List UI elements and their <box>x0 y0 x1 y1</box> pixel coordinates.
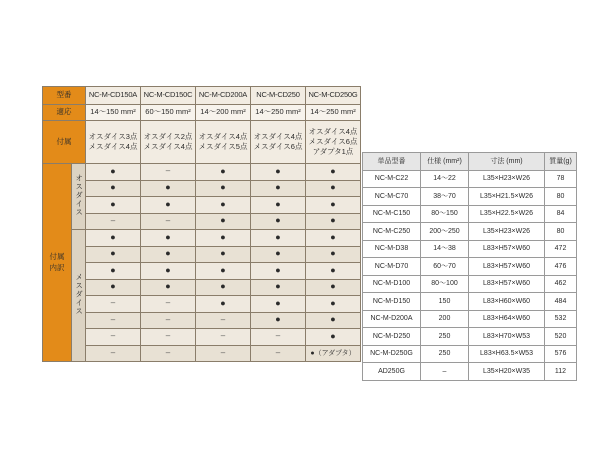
availability-cell: ● <box>86 197 141 214</box>
part-number-cell: NC-M-D200A <box>363 310 421 328</box>
spec-cell: 78 <box>545 170 577 188</box>
availability-cell: ● <box>196 296 251 313</box>
spec-cell: 520 <box>545 328 577 346</box>
availability-cell: ● <box>306 312 361 329</box>
availability-cell: – <box>251 345 306 362</box>
table-row <box>363 310 577 328</box>
spec-cell: 484 <box>545 293 577 311</box>
spec-cell: 250 <box>421 345 469 363</box>
spec-cell: L83×H63.5×W53 <box>469 345 545 363</box>
availability-cell: ● <box>86 263 141 280</box>
availability-cell: ● <box>251 296 306 313</box>
table-row <box>43 213 361 230</box>
availability-cell: ● <box>306 246 361 263</box>
detail-row-label: 付属 内訳 <box>43 164 72 362</box>
availability-cell: – <box>141 164 196 181</box>
availability-cell: ● <box>251 230 306 247</box>
table-row <box>363 223 577 241</box>
availability-cell: ● <box>251 180 306 197</box>
part-number-cell: NC-M-D70 <box>363 258 421 276</box>
availability-cell: – <box>86 312 141 329</box>
column-header: 質量(g) <box>545 153 577 171</box>
availability-cell: ● <box>306 180 361 197</box>
availability-cell: – <box>141 345 196 362</box>
availability-cell: – <box>141 213 196 230</box>
column-header: 寸法 (mm) <box>469 153 545 171</box>
parts-spec-table <box>362 152 577 381</box>
table-row <box>43 230 361 247</box>
table-row <box>43 246 361 263</box>
table-row <box>43 180 361 197</box>
availability-cell: ● <box>306 329 361 346</box>
spec-cell: L35×H22.5×W26 <box>469 205 545 223</box>
availability-cell: ● <box>196 263 251 280</box>
availability-cell: ● <box>141 263 196 280</box>
availability-cell: ● <box>306 296 361 313</box>
availability-cell: ● <box>251 197 306 214</box>
part-number-cell: NC-M-D250 <box>363 328 421 346</box>
availability-cell: – <box>141 312 196 329</box>
table-row <box>363 188 577 206</box>
table-row <box>363 345 577 363</box>
part-number-cell: NC-M-D150 <box>363 293 421 311</box>
availability-cell: ● <box>306 213 361 230</box>
table-row <box>43 121 361 164</box>
spec-cell: 576 <box>545 345 577 363</box>
availability-cell: – <box>86 329 141 346</box>
spec-cell: 80〜100 <box>421 275 469 293</box>
availability-cell: ● <box>86 230 141 247</box>
spec-cell: L35×H23×W26 <box>469 170 545 188</box>
spec-cell: 112 <box>545 363 577 381</box>
table-row <box>363 363 577 381</box>
table-row <box>363 258 577 276</box>
row-label: 付属 <box>43 121 86 164</box>
spec-cell: 200〜250 <box>421 223 469 241</box>
availability-cell: ● <box>306 230 361 247</box>
table-header-row <box>363 153 577 171</box>
model-header-3: NC-M-CD250 <box>251 87 306 105</box>
spec-cell: 80〜150 <box>421 205 469 223</box>
model-header-0: NC-M-CD150A <box>86 87 141 105</box>
availability-cell: – <box>251 329 306 346</box>
availability-cell: – <box>141 329 196 346</box>
accessory-cell: オスダイス4点 メスダイス6点 <box>251 121 306 164</box>
table-header-row <box>43 87 361 105</box>
availability-cell: ● <box>196 164 251 181</box>
availability-cell: ● <box>251 263 306 280</box>
spec-cell: 84 <box>545 205 577 223</box>
spec-cell: L35×H20×W35 <box>469 363 545 381</box>
table-row <box>363 328 577 346</box>
availability-cell: – <box>86 345 141 362</box>
table-row <box>43 279 361 296</box>
spec-cell: L83×H60×W60 <box>469 293 545 311</box>
spec-cell: L83×H57×W60 <box>469 275 545 293</box>
model-accessory-table <box>42 86 361 362</box>
spec-cell: 80 <box>545 223 577 241</box>
availability-cell: ● <box>251 213 306 230</box>
availability-cell: ● <box>141 246 196 263</box>
part-number-cell: NC-M-C22 <box>363 170 421 188</box>
availability-cell: ● <box>306 197 361 214</box>
spec-cell: 150 <box>421 293 469 311</box>
availability-cell: ● <box>196 197 251 214</box>
table-row <box>43 164 361 181</box>
accessory-cell: オスダイス4点 メスダイス6点 アダプタ1点 <box>306 121 361 164</box>
table-row <box>43 345 361 362</box>
table-row <box>363 205 577 223</box>
availability-cell: ● <box>141 180 196 197</box>
availability-cell: ● <box>86 164 141 181</box>
availability-cell: – <box>196 312 251 329</box>
die-group-label: メスダイス <box>72 230 86 362</box>
spec-cell: 14〜250 mm² <box>251 105 306 121</box>
spec-cell: 14〜22 <box>421 170 469 188</box>
spec-cell: L83×H64×W60 <box>469 310 545 328</box>
availability-cell: ● <box>251 312 306 329</box>
accessory-cell: オスダイス2点 メスダイス4点 <box>141 121 196 164</box>
availability-cell: ● <box>196 279 251 296</box>
column-header: 仕様 (mm²) <box>421 153 469 171</box>
model-header-2: NC-M-CD200A <box>196 87 251 105</box>
spec-cell: 38〜70 <box>421 188 469 206</box>
table-row <box>43 296 361 313</box>
availability-cell: ● <box>86 180 141 197</box>
die-group-label: オスダイス <box>72 164 86 230</box>
part-number-cell: NC-M-C150 <box>363 205 421 223</box>
part-number-cell: AD250G <box>363 363 421 381</box>
availability-cell: ● <box>251 246 306 263</box>
availability-cell: – <box>141 296 196 313</box>
table-row <box>43 312 361 329</box>
spec-cell: L83×H70×W53 <box>469 328 545 346</box>
spec-cell: 80 <box>545 188 577 206</box>
part-number-cell: NC-M-D250G <box>363 345 421 363</box>
spec-cell: 14〜200 mm² <box>196 105 251 121</box>
table-row <box>43 105 361 121</box>
table-row <box>43 197 361 214</box>
availability-cell: ● <box>251 164 306 181</box>
table-row <box>363 275 577 293</box>
availability-cell: – <box>86 213 141 230</box>
spec-cell: 462 <box>545 275 577 293</box>
spec-cell: 14〜38 <box>421 240 469 258</box>
availability-cell: ● <box>196 213 251 230</box>
spec-cell: L35×H21.5×W26 <box>469 188 545 206</box>
availability-cell: ● <box>141 230 196 247</box>
availability-cell: – <box>196 329 251 346</box>
availability-cell: ● <box>306 263 361 280</box>
availability-cell: – <box>86 296 141 313</box>
spec-cell: 250 <box>421 328 469 346</box>
col-header-label: 型番 <box>43 87 86 105</box>
table-row <box>363 293 577 311</box>
part-number-cell: NC-M-C70 <box>363 188 421 206</box>
availability-cell: ● <box>86 279 141 296</box>
model-header-4: NC-M-CD250G <box>306 87 361 105</box>
spec-cell: 200 <box>421 310 469 328</box>
spec-cell: 60〜70 <box>421 258 469 276</box>
availability-cell: – <box>196 345 251 362</box>
part-number-cell: NC-M-D100 <box>363 275 421 293</box>
availability-cell: ● <box>86 246 141 263</box>
row-label: 適応 <box>43 105 86 121</box>
availability-cell: ● <box>141 197 196 214</box>
spec-cell: 532 <box>545 310 577 328</box>
availability-cell: ● <box>306 164 361 181</box>
spec-cell: 14〜250 mm² <box>306 105 361 121</box>
availability-cell: ● <box>306 279 361 296</box>
table-row <box>363 240 577 258</box>
accessory-cell: オスダイス4点 メスダイス5点 <box>196 121 251 164</box>
availability-cell: ● <box>196 180 251 197</box>
spec-cell: 476 <box>545 258 577 276</box>
availability-cell: ●（アダプタ） <box>306 345 361 362</box>
availability-cell: ● <box>141 279 196 296</box>
spec-cell: L83×H57×W60 <box>469 258 545 276</box>
table-row <box>43 329 361 346</box>
part-number-cell: NC-M-D38 <box>363 240 421 258</box>
accessory-cell: オスダイス3点 メスダイス4点 <box>86 121 141 164</box>
availability-cell: ● <box>251 279 306 296</box>
spec-cell: L83×H57×W60 <box>469 240 545 258</box>
spec-cell: 14〜150 mm² <box>86 105 141 121</box>
spec-cell: L35×H23×W26 <box>469 223 545 241</box>
spec-cell: 60〜150 mm² <box>141 105 196 121</box>
column-header: 単品型番 <box>363 153 421 171</box>
table-row <box>43 263 361 280</box>
spec-cell: – <box>421 363 469 381</box>
availability-cell: ● <box>196 230 251 247</box>
availability-cell: ● <box>196 246 251 263</box>
part-number-cell: NC-M-C250 <box>363 223 421 241</box>
spec-cell: 472 <box>545 240 577 258</box>
model-header-1: NC-M-CD150C <box>141 87 196 105</box>
table-row <box>363 170 577 188</box>
